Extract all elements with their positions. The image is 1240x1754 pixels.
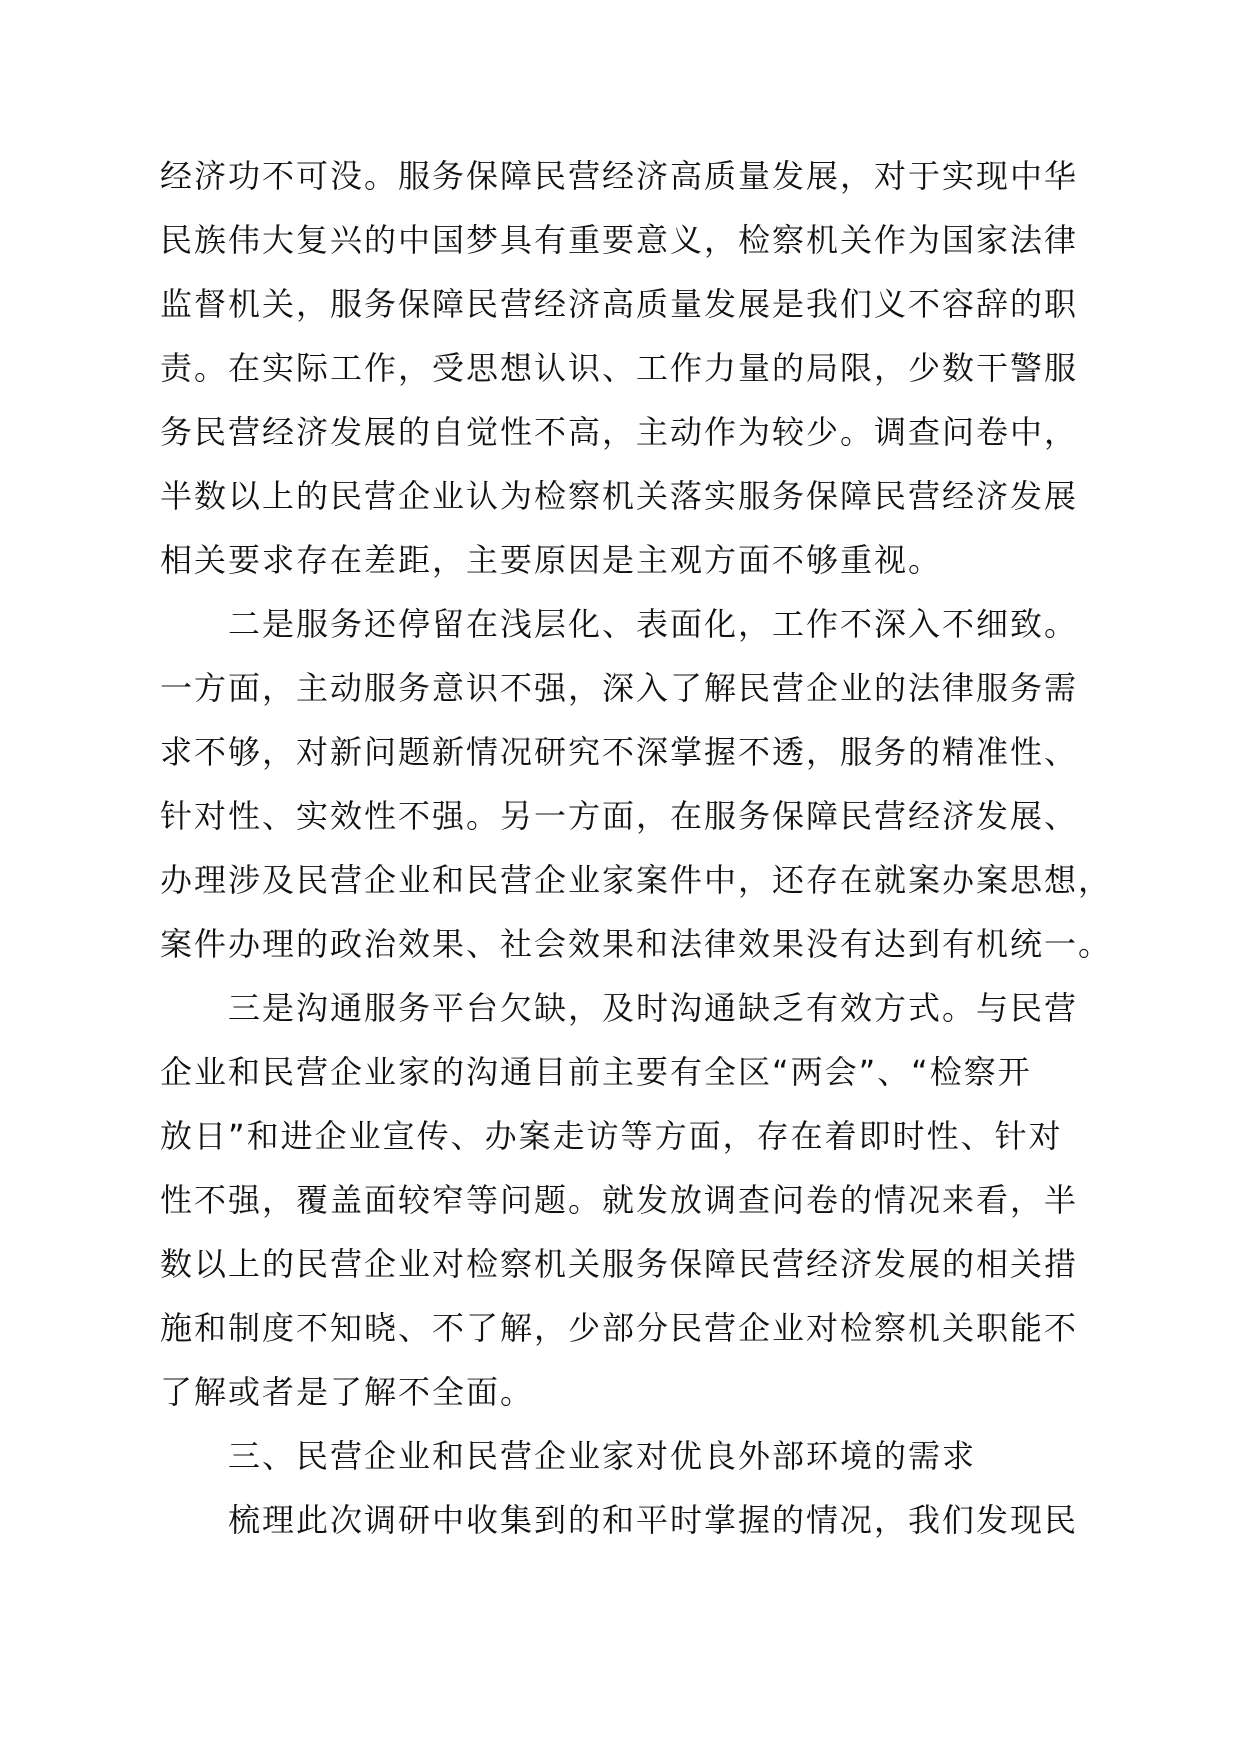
- body-text-line: 责。在实际工作，受思想认识、工作力量的局限，少数干警服: [160, 349, 1079, 387]
- body-text-line: 求不够，对新问题新情况研究不深掌握不透，服务的精准性、: [160, 733, 1079, 771]
- paragraph-start-line: 梳理此次调研中收集到的和平时掌握的情况，我们发现民: [160, 1501, 1079, 1539]
- body-text-line: 性不强，覆盖面较窄等问题。就发放调查问卷的情况来看，半: [160, 1181, 1079, 1219]
- body-text-line: 一方面，主动服务意识不强，深入了解民营企业的法律服务需: [160, 669, 1079, 707]
- body-text-line: 办理涉及民营企业和民营企业家案件中，还存在就案办案思想，: [160, 861, 1113, 899]
- body-text-line: 案件办理的政治效果、社会效果和法律效果没有达到有机统一。: [160, 925, 1113, 963]
- body-text-line: 了解或者是了解不全面。: [160, 1373, 535, 1411]
- paragraph-start-line: 二是服务还停留在浅层化、表面化，工作不深入不细致。: [160, 605, 1079, 643]
- body-text-line: 相关要求存在差距，主要原因是主观方面不够重视。: [160, 541, 943, 579]
- body-text-line: 经济功不可没。服务保障民营经济高质量发展，对于实现中华: [160, 157, 1079, 195]
- body-text-line: 施和制度不知晓、不了解，少部分民营企业对检察机关职能不: [160, 1309, 1079, 1347]
- paragraph-start-line: 三是沟通服务平台欠缺，及时沟通缺乏有效方式。与民营: [160, 989, 1079, 1027]
- body-text-line: 民族伟大复兴的中国梦具有重要意义，检察机关作为国家法律: [160, 221, 1079, 259]
- body-text-line: 半数以上的民营企业认为检察机关落实服务保障民营经济发展: [160, 477, 1079, 515]
- section-heading: 三、民营企业和民营企业家对优良外部环境的需求: [160, 1437, 977, 1475]
- body-text-line: 企业和民营企业家的沟通目前主要有全区“两会”、“检察开: [160, 1053, 1032, 1091]
- body-text-line: 务民营经济发展的自觉性不高，主动作为较少。调查问卷中，: [160, 413, 1079, 451]
- body-text-line: 针对性、实效性不强。另一方面，在服务保障民营经济发展、: [160, 797, 1079, 835]
- body-text-line: 监督机关，服务保障民营经济高质量发展是我们义不容辞的职: [160, 285, 1079, 323]
- body-text-line: 数以上的民营企业对检察机关服务保障民营经济发展的相关措: [160, 1245, 1079, 1283]
- body-text-line: 放日”和进企业宣传、办案走访等方面，存在着即时性、针对: [160, 1117, 1063, 1155]
